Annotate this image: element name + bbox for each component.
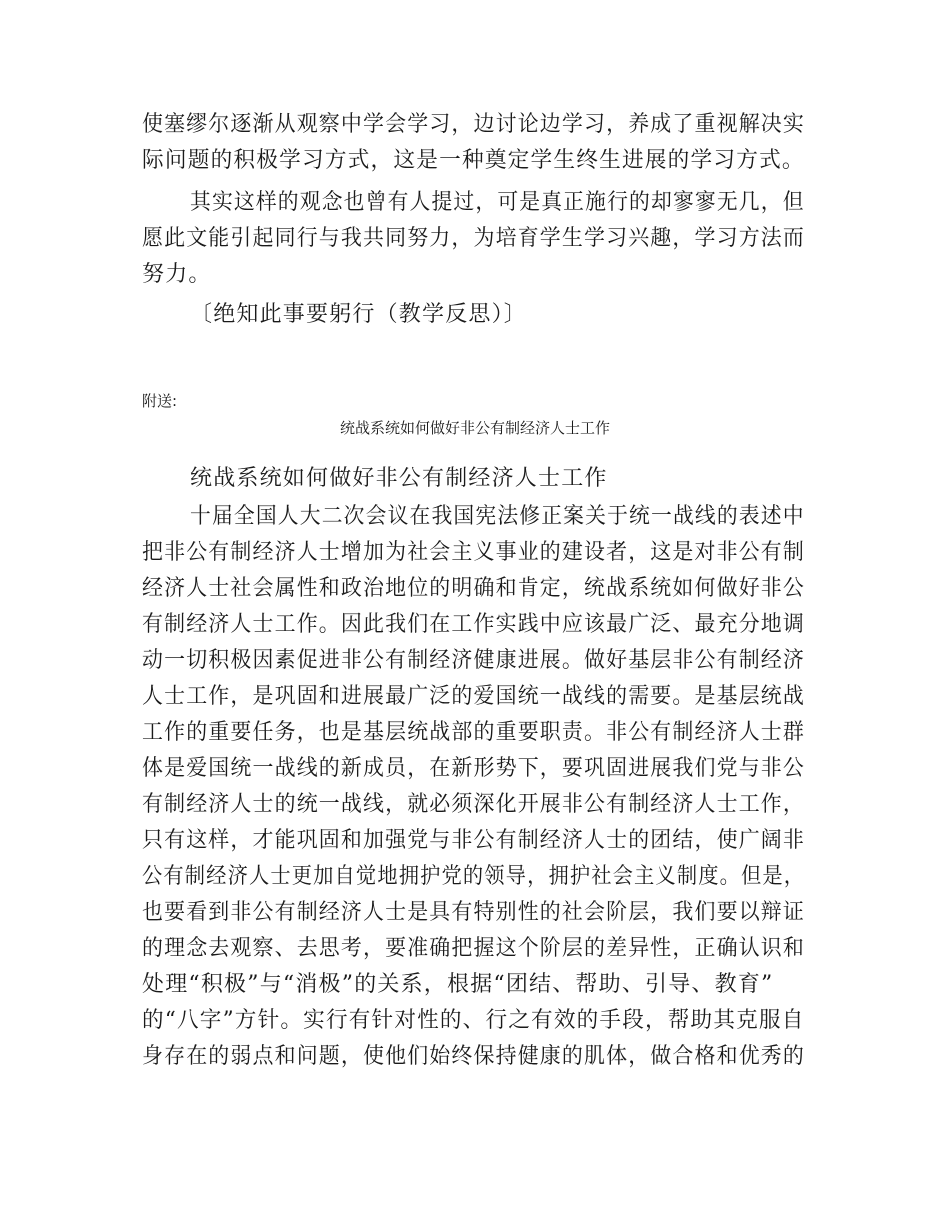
paragraph-line: 体是爱国统一战线的新成员，在新形势下，要巩固进展我们党与非公 — [142, 756, 806, 781]
paragraph-line: 十届全国人大二次会议在我国宪法修正案关于统一战线的表述中 — [190, 504, 805, 529]
appendix-label: 附送: — [142, 392, 178, 410]
paragraph-line: 经济人士社会属性和政治地位的明确和肯定，统战系统如何做好非公 — [142, 576, 806, 601]
paragraph-line: 际问题的积极学习方式，这是一种奠定学生终生进展的学习方式。 — [142, 148, 805, 173]
paragraph-line: 身存在的弱点和问题，使他们始终保持健康的肌体，做合格和优秀的 — [142, 1044, 806, 1069]
paragraph-line: 也要看到非公有制经济人士是具有特别性的社会阶层，我们要以辩证 — [142, 900, 806, 925]
paragraph-line: 的理念去观察、去思考，要准确把握这个阶层的差异性，正确认识和 — [142, 936, 806, 961]
paragraph-line: 工作的重要任务，也是基层统战部的重要职责。非公有制经济人士群 — [142, 720, 806, 745]
source-note: 〔绝知此事要躬行（教学反思）〕 — [190, 302, 528, 327]
paragraph-line: 把非公有制经济人士增加为社会主义事业的建设者，这是对非公有制 — [142, 540, 806, 565]
appendix-subtitle: 统战系统如何做好非公有制经济人士工作 — [339, 419, 610, 437]
section-heading: 统战系统如何做好非公有制经济人士工作 — [190, 466, 608, 491]
paragraph-line: 有制经济人士工作。因此我们在工作实践中应该最广泛、最充分地调 — [142, 612, 806, 637]
paragraph-line: 其实这样的观念也曾有人提过，可是真正施行的却寥寥无几，但 — [190, 190, 805, 215]
paragraph-line: 有制经济人士的统一战线，就必须深化开展非公有制经济人士工作， — [142, 792, 806, 817]
paragraph-line: 人士工作，是巩固和进展最广泛的爱国统一战线的需要。是基层统战 — [142, 684, 806, 709]
paragraph-line: 处理“积极”与“消极”的关系，根据“团结、帮助、引导、教育” — [142, 972, 774, 997]
paragraph-line: 努力。 — [142, 262, 212, 287]
paragraph-line: 的“八字”方针。实行有针对性的、行之有效的手段，帮助其克服自 — [142, 1008, 805, 1033]
paragraph-line: 公有制经济人士更加自觉地拥护党的领导，拥护社会主义制度。但是， — [142, 864, 806, 889]
paragraph-line: 只有这样，才能巩固和加强党与非公有制经济人士的团结，使广阔非 — [142, 828, 806, 853]
paragraph-line: 动一切积极因素促进非公有制经济健康进展。做好基层非公有制经济 — [142, 648, 806, 673]
paragraph-line: 使塞缪尔逐渐从观察中学会学习，边讨论边学习，养成了重视解决实 — [142, 112, 806, 137]
paragraph-line: 愿此文能引起同行与我共同努力，为培育学生学习兴趣，学习方法而 — [142, 226, 806, 251]
